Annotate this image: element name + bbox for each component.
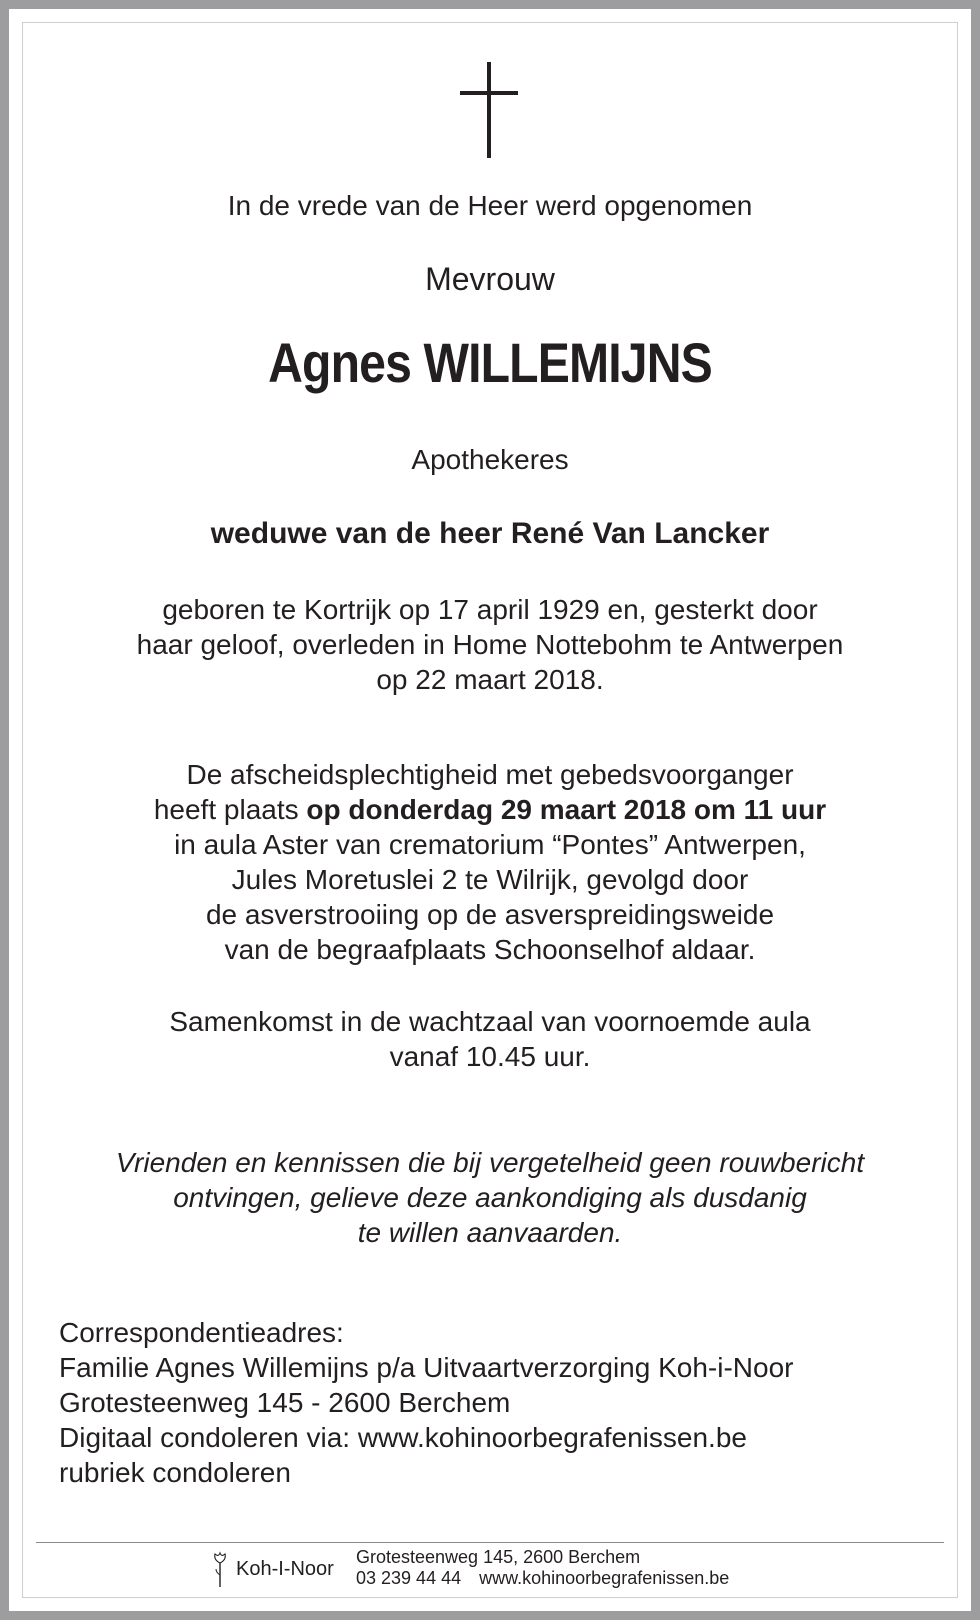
ceremony-line: van de begraafplaats Schoonselhof aldaar. — [224, 934, 756, 965]
birth-line: geboren te Kortrijk op 17 april 1929 en, gesterkt door — [162, 594, 818, 625]
ceremony-line: in aula Aster van crematorium “Pontes” Antwerpen, — [174, 829, 806, 860]
correspondence-heading: Correspondentieadres: — [59, 1317, 344, 1348]
correspondence-line: Grotesteenweg 145 - 2600 Berchem — [59, 1387, 511, 1418]
meeting-paragraph — [0, 1004, 980, 1074]
deceased-title: Mevrouw — [425, 261, 555, 297]
cross-icon — [460, 62, 518, 158]
ceremony-line: de asverstrooiing op de asverspreidingsweide — [205, 899, 775, 930]
ceremony-line-date — [0, 792, 980, 827]
friends-paragraph — [0, 1145, 980, 1250]
meeting-line: vanaf 10.45 uur. — [389, 1041, 591, 1072]
ceremony-line: De afscheidsplechtigheid met gebedsvoorganger — [186, 759, 794, 790]
widow-line: weduwe van de heer René Van Lancker — [210, 517, 770, 550]
friends-line: Vrienden en kennissen die bij vergetelheid geen rouwbericht — [115, 1147, 865, 1178]
deceased-name: Agnes WILLEMIJNS — [268, 331, 712, 394]
ceremony-date: op donderdag 29 maart 2018 om 11 uur — [306, 794, 827, 825]
intro-text: In de vrede van de Heer werd opgenomen — [227, 190, 753, 221]
meeting-line: Samenkomst in de wachtzaal van voornoemde aula — [169, 1006, 811, 1037]
flower-icon — [210, 1549, 230, 1589]
friends-line: ontvingen, gelieve deze aankondiging als dusdanig — [173, 1182, 807, 1213]
birth-paragraph — [0, 592, 980, 697]
brand-name: Koh-I-Noor — [236, 1558, 334, 1580]
friends-line: te willen aanvaarden. — [357, 1217, 623, 1248]
ceremony-line: Jules Moretuslei 2 te Wilrijk, gevolgd door — [231, 864, 749, 895]
footer-address: Grotesteenweg 145, 2600 Berchem — [356, 1547, 641, 1567]
ceremony-paragraph — [0, 757, 980, 967]
correspondence-line: Familie Agnes Willemijns p/a Uitvaartverzorging Koh-i-Noor — [59, 1352, 794, 1383]
footer-divider — [36, 1542, 944, 1543]
correspondence-line: rubriek condoleren — [59, 1457, 291, 1488]
correspondence-condolence-link[interactable]: Digitaal condoleren via: www.kohinoorbegrafenissen.be — [59, 1422, 747, 1453]
footer-phone[interactable]: 03 239 44 44 — [356, 1568, 462, 1588]
footer-website-link[interactable]: www.kohinoorbegrafenissen.be — [479, 1568, 730, 1588]
funeral-home-logo — [210, 1549, 342, 1589]
footer-contact-line — [356, 1568, 729, 1589]
birth-line: haar geloof, overleden in Home Nottebohm te Antwerpen — [136, 629, 844, 660]
ceremony-prefix: heeft plaats — [153, 794, 307, 825]
deceased-profession: Apothekeres — [411, 444, 569, 475]
footer-contact — [356, 1547, 729, 1589]
birth-line: op 22 maart 2018. — [376, 664, 604, 695]
correspondence-block — [59, 1315, 793, 1490]
